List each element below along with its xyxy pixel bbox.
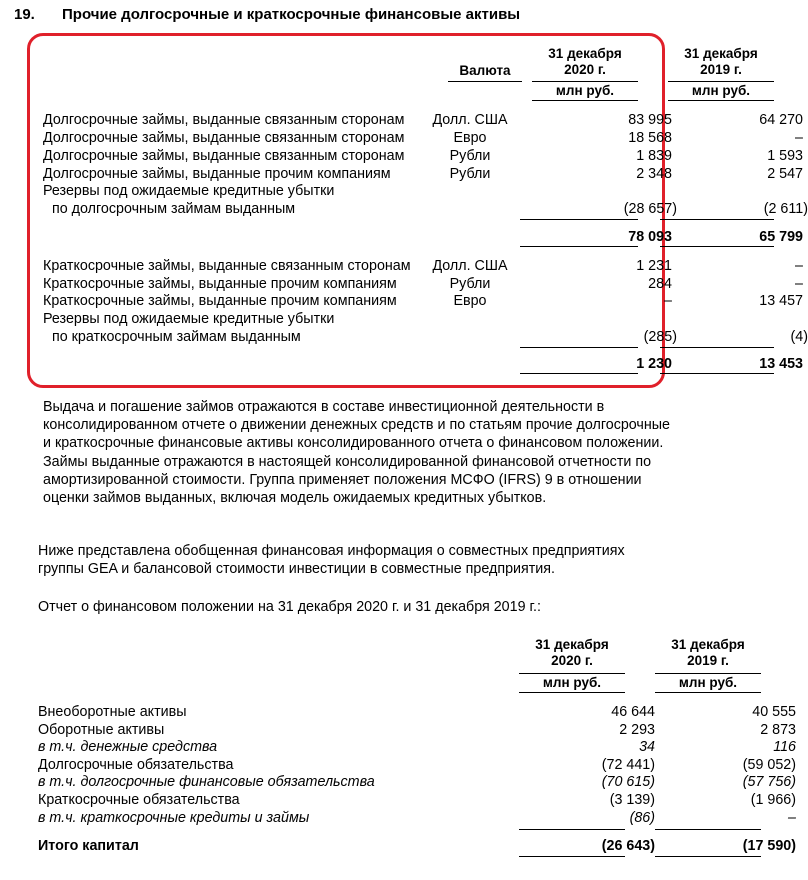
value-2019: 116 — [773, 739, 796, 756]
table2-col1-header: 31 декабря 2020 г. — [535, 637, 609, 668]
row-currency: Долл. США — [432, 112, 508, 128]
total-2020: (26 643) — [601, 838, 655, 854]
paragraph-line: и краткосрочные финансовые активы консолидированного отчета о финансовом положении. — [43, 435, 664, 452]
section-title — [14, 6, 520, 23]
header-underline — [448, 81, 522, 82]
table-row — [38, 703, 796, 721]
total-line — [520, 246, 638, 247]
table-row — [38, 809, 796, 827]
table1-col1-header: 31 декабря 2020 г. — [548, 46, 622, 77]
paragraph-line: оценки займов выданных, включая модель ожидаемых кредитных убытков. — [43, 490, 547, 507]
header-underline — [655, 692, 761, 693]
row-label: по долгосрочным займам выданным — [52, 201, 296, 217]
row-label: в т.ч. краткосрочные кредиты и займы — [38, 809, 310, 826]
subtotal-line — [660, 347, 774, 348]
table-row — [43, 165, 803, 183]
paragraph-line: группы GEA и балансовой стоимости инвестиции в совместные предприятия. — [38, 561, 555, 578]
row-label: Долгосрочные займы, выданные связанным сторонам — [43, 148, 405, 164]
value-2020: (86) — [629, 809, 655, 826]
section-title-text: Прочие долгосрочные и краткосрочные финансовые активы — [62, 6, 521, 23]
value-2020: 46 644 — [611, 704, 655, 720]
value-2019: (59 052) — [742, 756, 796, 773]
row-currency: Рубли — [449, 275, 491, 292]
short-total-row — [43, 355, 803, 373]
value-2020: – — [664, 293, 672, 310]
value-2020: 83 995 — [628, 112, 672, 128]
header-underline — [519, 673, 625, 674]
table1-unit-col2: млн руб. — [691, 83, 751, 98]
paragraph-loans-accounting — [43, 398, 782, 507]
paragraph-line: Выдача и погашение займов отражаются в составе инвестиционной деятельности в — [43, 399, 605, 415]
statement-intro: Отчет о финансовом положении на 31 декабря 2020 г. и 31 декабря 2019 г.: — [38, 599, 541, 615]
row-label: Краткосрочные займы, выданные прочим компаниям — [43, 293, 397, 310]
table-row — [38, 738, 796, 756]
paragraph-line: Займы выданные отражаются в настоящей консолидированной финансовой отчетности по — [43, 453, 652, 470]
table1-unit-col1: млн руб. — [555, 83, 615, 98]
value-2020: (28 657) — [623, 201, 677, 217]
row-currency: Евро — [453, 130, 487, 146]
header-underline — [532, 100, 638, 101]
header-underline — [655, 673, 761, 674]
row-label: по краткосрочным займам выданным — [52, 329, 301, 345]
value-2019: – — [795, 275, 803, 292]
value-2019: (1 966) — [750, 792, 796, 808]
short-reserve-row — [43, 328, 808, 346]
table-row — [38, 721, 796, 739]
row-label: Долгосрочные займы, выданные связанным сторонам — [43, 130, 405, 146]
row-label: Долгосрочные обязательства — [38, 756, 234, 773]
row-currency: Рубли — [449, 148, 491, 164]
table2-unit-col2: млн руб. — [678, 675, 738, 690]
value-2020: 1 231 — [636, 258, 672, 274]
table2-unit-col1: млн руб. — [542, 675, 602, 690]
long-reserve-row — [43, 200, 808, 218]
value-2019: 1 593 — [767, 148, 803, 164]
total-line — [519, 856, 625, 857]
row-label: Краткосрочные обязательства — [38, 792, 240, 808]
total-line — [655, 856, 761, 857]
currency-header: Валюта — [459, 63, 511, 78]
total-line — [660, 373, 774, 374]
value-2019: 64 270 — [759, 112, 803, 128]
subtotal-line — [655, 829, 761, 830]
value-2020: 1 839 — [636, 148, 672, 164]
table-row — [43, 129, 803, 147]
table-row — [43, 147, 803, 165]
row-label: Краткосрочные займы, выданные связанным сторонам — [43, 258, 411, 274]
total-line — [660, 246, 774, 247]
row-label: Резервы под ожидаемые кредитные убытки — [43, 183, 335, 199]
subtotal-line — [520, 347, 638, 348]
value-2019: – — [795, 258, 803, 274]
subtotal-line — [520, 219, 638, 220]
table-row — [38, 773, 796, 791]
short-total-2019: 13 453 — [759, 356, 803, 372]
short-reserve-row — [43, 310, 773, 328]
section-number: 19. — [14, 6, 35, 23]
table-row — [38, 791, 796, 809]
header-underline — [668, 81, 774, 82]
value-2019: (2 611) — [763, 201, 808, 217]
header-underline — [519, 692, 625, 693]
paragraph-line: консолидированном отчете о движении денежных средств и по статьям прочие долгосрочные — [43, 417, 671, 434]
row-label: Краткосрочные займы, выданные прочим компаниям — [43, 275, 397, 292]
table2-col2-header: 31 декабря 2019 г. — [671, 637, 745, 668]
row-label: Резервы под ожидаемые кредитные убытки — [43, 311, 335, 327]
paragraph-joint-ventures — [38, 542, 782, 578]
paragraph-line: амортизированной стоимости. Группа применяет положения МСФО (IFRS) 9 в отношении — [43, 471, 642, 488]
value-2019: 2 873 — [760, 721, 796, 738]
value-2019: 13 457 — [759, 293, 803, 310]
row-currency: Долл. США — [432, 258, 508, 274]
value-2020: 34 — [639, 739, 655, 756]
long-reserve-row — [43, 182, 773, 200]
long-total-2020: 78 093 — [628, 229, 672, 245]
value-2020: (70 615) — [601, 774, 655, 791]
table-row — [43, 275, 803, 293]
table-row — [43, 257, 803, 275]
value-2019: 40 555 — [752, 704, 796, 720]
total-line — [520, 373, 638, 374]
value-2020: (285) — [643, 329, 677, 345]
value-2019: 2 547 — [767, 166, 803, 182]
row-label: Долгосрочные займы, выданные прочим компаниям — [43, 166, 391, 182]
value-2020: 18 568 — [628, 130, 672, 146]
header-underline — [668, 100, 774, 101]
subtotal-line — [660, 219, 774, 220]
table-row — [38, 756, 796, 774]
table-row — [43, 111, 803, 129]
value-2020: 284 — [648, 275, 672, 292]
value-2020: 2 293 — [619, 721, 655, 738]
short-total-2020: 1 230 — [636, 356, 672, 372]
row-label: Оборотные активы — [38, 721, 165, 738]
row-label: в т.ч. денежные средства — [38, 739, 218, 756]
long-total-2019: 65 799 — [759, 229, 803, 245]
row-label: Итого капитал — [38, 838, 139, 854]
subtotal-line — [519, 829, 625, 830]
header-underline — [532, 81, 638, 82]
table-row — [43, 292, 803, 310]
value-2020: (72 441) — [601, 756, 655, 773]
long-total-row — [43, 228, 803, 246]
paragraph-line: Ниже представлена обобщенная финансовая информация о совместных предприятиях — [38, 543, 625, 559]
total-2019: (17 590) — [742, 838, 796, 854]
value-2019: (4) — [790, 329, 808, 345]
value-2019: – — [795, 130, 803, 146]
total-equity-row — [38, 837, 796, 855]
value-2020: (3 139) — [609, 792, 655, 808]
row-label: Внеоборотные активы — [38, 704, 187, 720]
table1-col2-header: 31 декабря 2019 г. — [684, 46, 758, 77]
row-label: Долгосрочные займы, выданные связанным сторонам — [43, 112, 405, 128]
row-currency: Рубли — [449, 166, 491, 182]
row-label: в т.ч. долгосрочные финансовые обязательства — [38, 774, 375, 791]
value-2020: 2 348 — [636, 166, 672, 182]
value-2019: (57 756) — [742, 774, 796, 791]
row-currency: Евро — [453, 293, 487, 310]
value-2019: – — [788, 809, 796, 826]
